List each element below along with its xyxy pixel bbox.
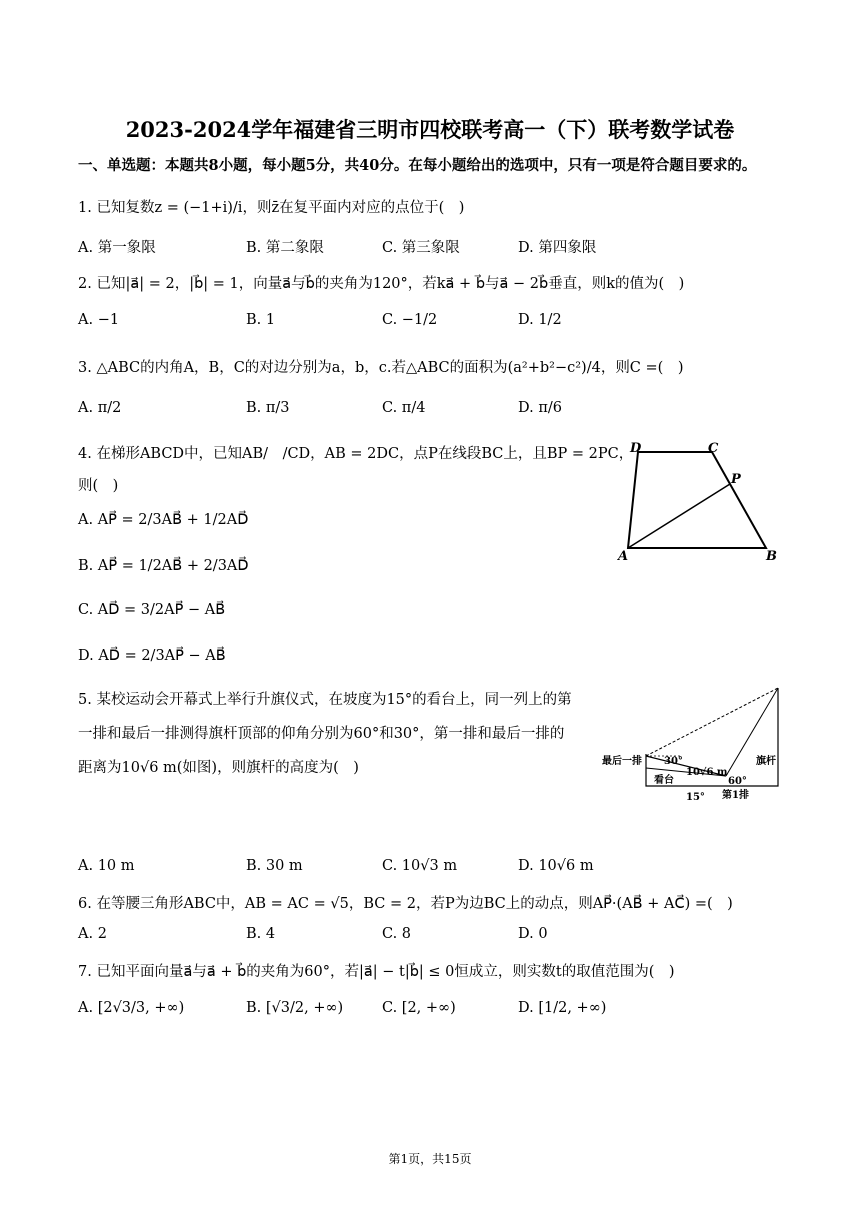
- q5-option-a[interactable]: A. 10 m: [78, 858, 135, 874]
- q4-option-a[interactable]: A. AP⃗ = 2/3AB⃗ + 1/2AD⃗: [78, 512, 249, 528]
- page-footer: 第1页，共15页: [388, 1152, 472, 1166]
- q2-option-d[interactable]: D. 1/2: [518, 312, 562, 328]
- question-7-stem: 7. 已知平面向量a⃗与a⃗ + b⃗的夹角为60°，若|a⃗| − t|b⃗| ≤ 0恒成立，则实数t的取值范围为( ): [78, 964, 675, 980]
- question-5-stem: 5. 某校运动会开幕式上举行升旗仪式，在坡度为15°的看台上，同一列上的第: [78, 692, 572, 708]
- question-5-stem-cont: 一排和最后一排测得旗杆顶部的仰角分别为60°和30°，第一排和最后一排的: [78, 726, 565, 742]
- q7-option-b[interactable]: B. [√3/2, +∞): [246, 1000, 344, 1016]
- question-1-stem: 1. 已知复数z = (−1+i)/i，则z̄在复平面内对应的点位于( ): [78, 200, 465, 216]
- label-last-row: 最后一排: [602, 756, 642, 767]
- q4-option-b[interactable]: B. AP⃗ = 1/2AB⃗ + 2/3AD⃗: [78, 558, 249, 574]
- label-a: A: [618, 549, 629, 564]
- q2-option-a[interactable]: A. −1: [78, 312, 120, 328]
- q1-option-d[interactable]: D. 第四象限: [518, 240, 597, 256]
- label-30deg: 30°: [664, 756, 683, 767]
- question-5-stem-cont2: 距离为10√6 m(如图)，则旗杆的高度为( ): [78, 760, 359, 776]
- label-first-row: 第1排: [722, 790, 749, 801]
- q3-option-d[interactable]: D. π/6: [518, 400, 562, 416]
- q7-option-c[interactable]: C. [2, +∞): [382, 1000, 456, 1016]
- q3-option-b[interactable]: B. π/3: [246, 400, 290, 416]
- q6-option-d[interactable]: D. 0: [518, 926, 548, 942]
- q4-option-c[interactable]: C. AD⃗ = 3/2AP⃗ − AB⃗: [78, 602, 226, 618]
- q5-option-b[interactable]: B. 30 m: [246, 858, 303, 874]
- label-p: P: [731, 472, 741, 487]
- page-title: 2023-2024学年福建省三明市四校联考高一（下）联考数学试卷: [125, 117, 735, 142]
- q1-option-b[interactable]: B. 第二象限: [246, 240, 324, 256]
- question-6-stem: 6. 在等腰三角形ABC中，AB = AC = √5，BC = 2，若P为边BC上的动点，则AP⃗·(AB⃗ + AC⃗) =( ): [78, 896, 733, 912]
- question-4-stem: 4. 在梯形ABCD中，已知AB/ /CD，AB = 2DC，点P在线段BC上，且BP = 2PC，: [78, 446, 634, 462]
- q6-option-b[interactable]: B. 4: [246, 926, 276, 942]
- question-4-stem-cont: 则( ): [78, 478, 119, 494]
- label-stand: 看台: [654, 775, 674, 786]
- q1-option-a[interactable]: A. 第一象限: [78, 240, 156, 256]
- q5-option-d[interactable]: D. 10√6 m: [518, 858, 594, 874]
- q2-option-c[interactable]: C. −1/2: [382, 312, 438, 328]
- label-distance: 10√6 m: [686, 767, 728, 778]
- q6-option-a[interactable]: A. 2: [78, 926, 107, 942]
- q5-option-c[interactable]: C. 10√3 m: [382, 858, 458, 874]
- label-d: D: [630, 441, 642, 456]
- trapezoid-figure: [610, 438, 790, 568]
- question-3-stem: 3. △ABC的内角A，B，C的对边分别为a，b，c.若△ABC的面积为(a²+b²−c²)/4，则C =( ): [78, 360, 684, 376]
- q6-option-c[interactable]: C. 8: [382, 926, 412, 942]
- label-c: C: [708, 441, 719, 456]
- q2-option-b[interactable]: B. 1: [246, 312, 276, 328]
- flagpole-figure: [598, 684, 788, 806]
- section-heading: 一、单选题：本题共8小题，每小题5分，共40分。在每小题给出的选项中，只有一项是符合题目要求的。: [78, 157, 757, 174]
- label-flagpole: 旗杆: [756, 756, 776, 767]
- question-2-stem: 2. 已知|a⃗| = 2，|b⃗| = 1，向量a⃗与b⃗的夹角为120°，若ka⃗ + b⃗与a⃗ − 2b⃗垂直，则k的值为( ): [78, 276, 685, 292]
- label-15deg: 15°: [686, 792, 705, 803]
- q3-option-c[interactable]: C. π/4: [382, 400, 426, 416]
- label-60deg: 60°: [728, 776, 747, 787]
- q7-option-a[interactable]: A. [2√3/3, +∞): [78, 1000, 185, 1016]
- q4-option-d[interactable]: D. AD⃗ = 2/3AP⃗ − AB⃗: [78, 648, 226, 664]
- label-b: B: [766, 549, 777, 564]
- q7-option-d[interactable]: D. [1/2, +∞): [518, 1000, 607, 1016]
- q3-option-a[interactable]: A. π/2: [78, 400, 122, 416]
- q1-option-c[interactable]: C. 第三象限: [382, 240, 460, 256]
